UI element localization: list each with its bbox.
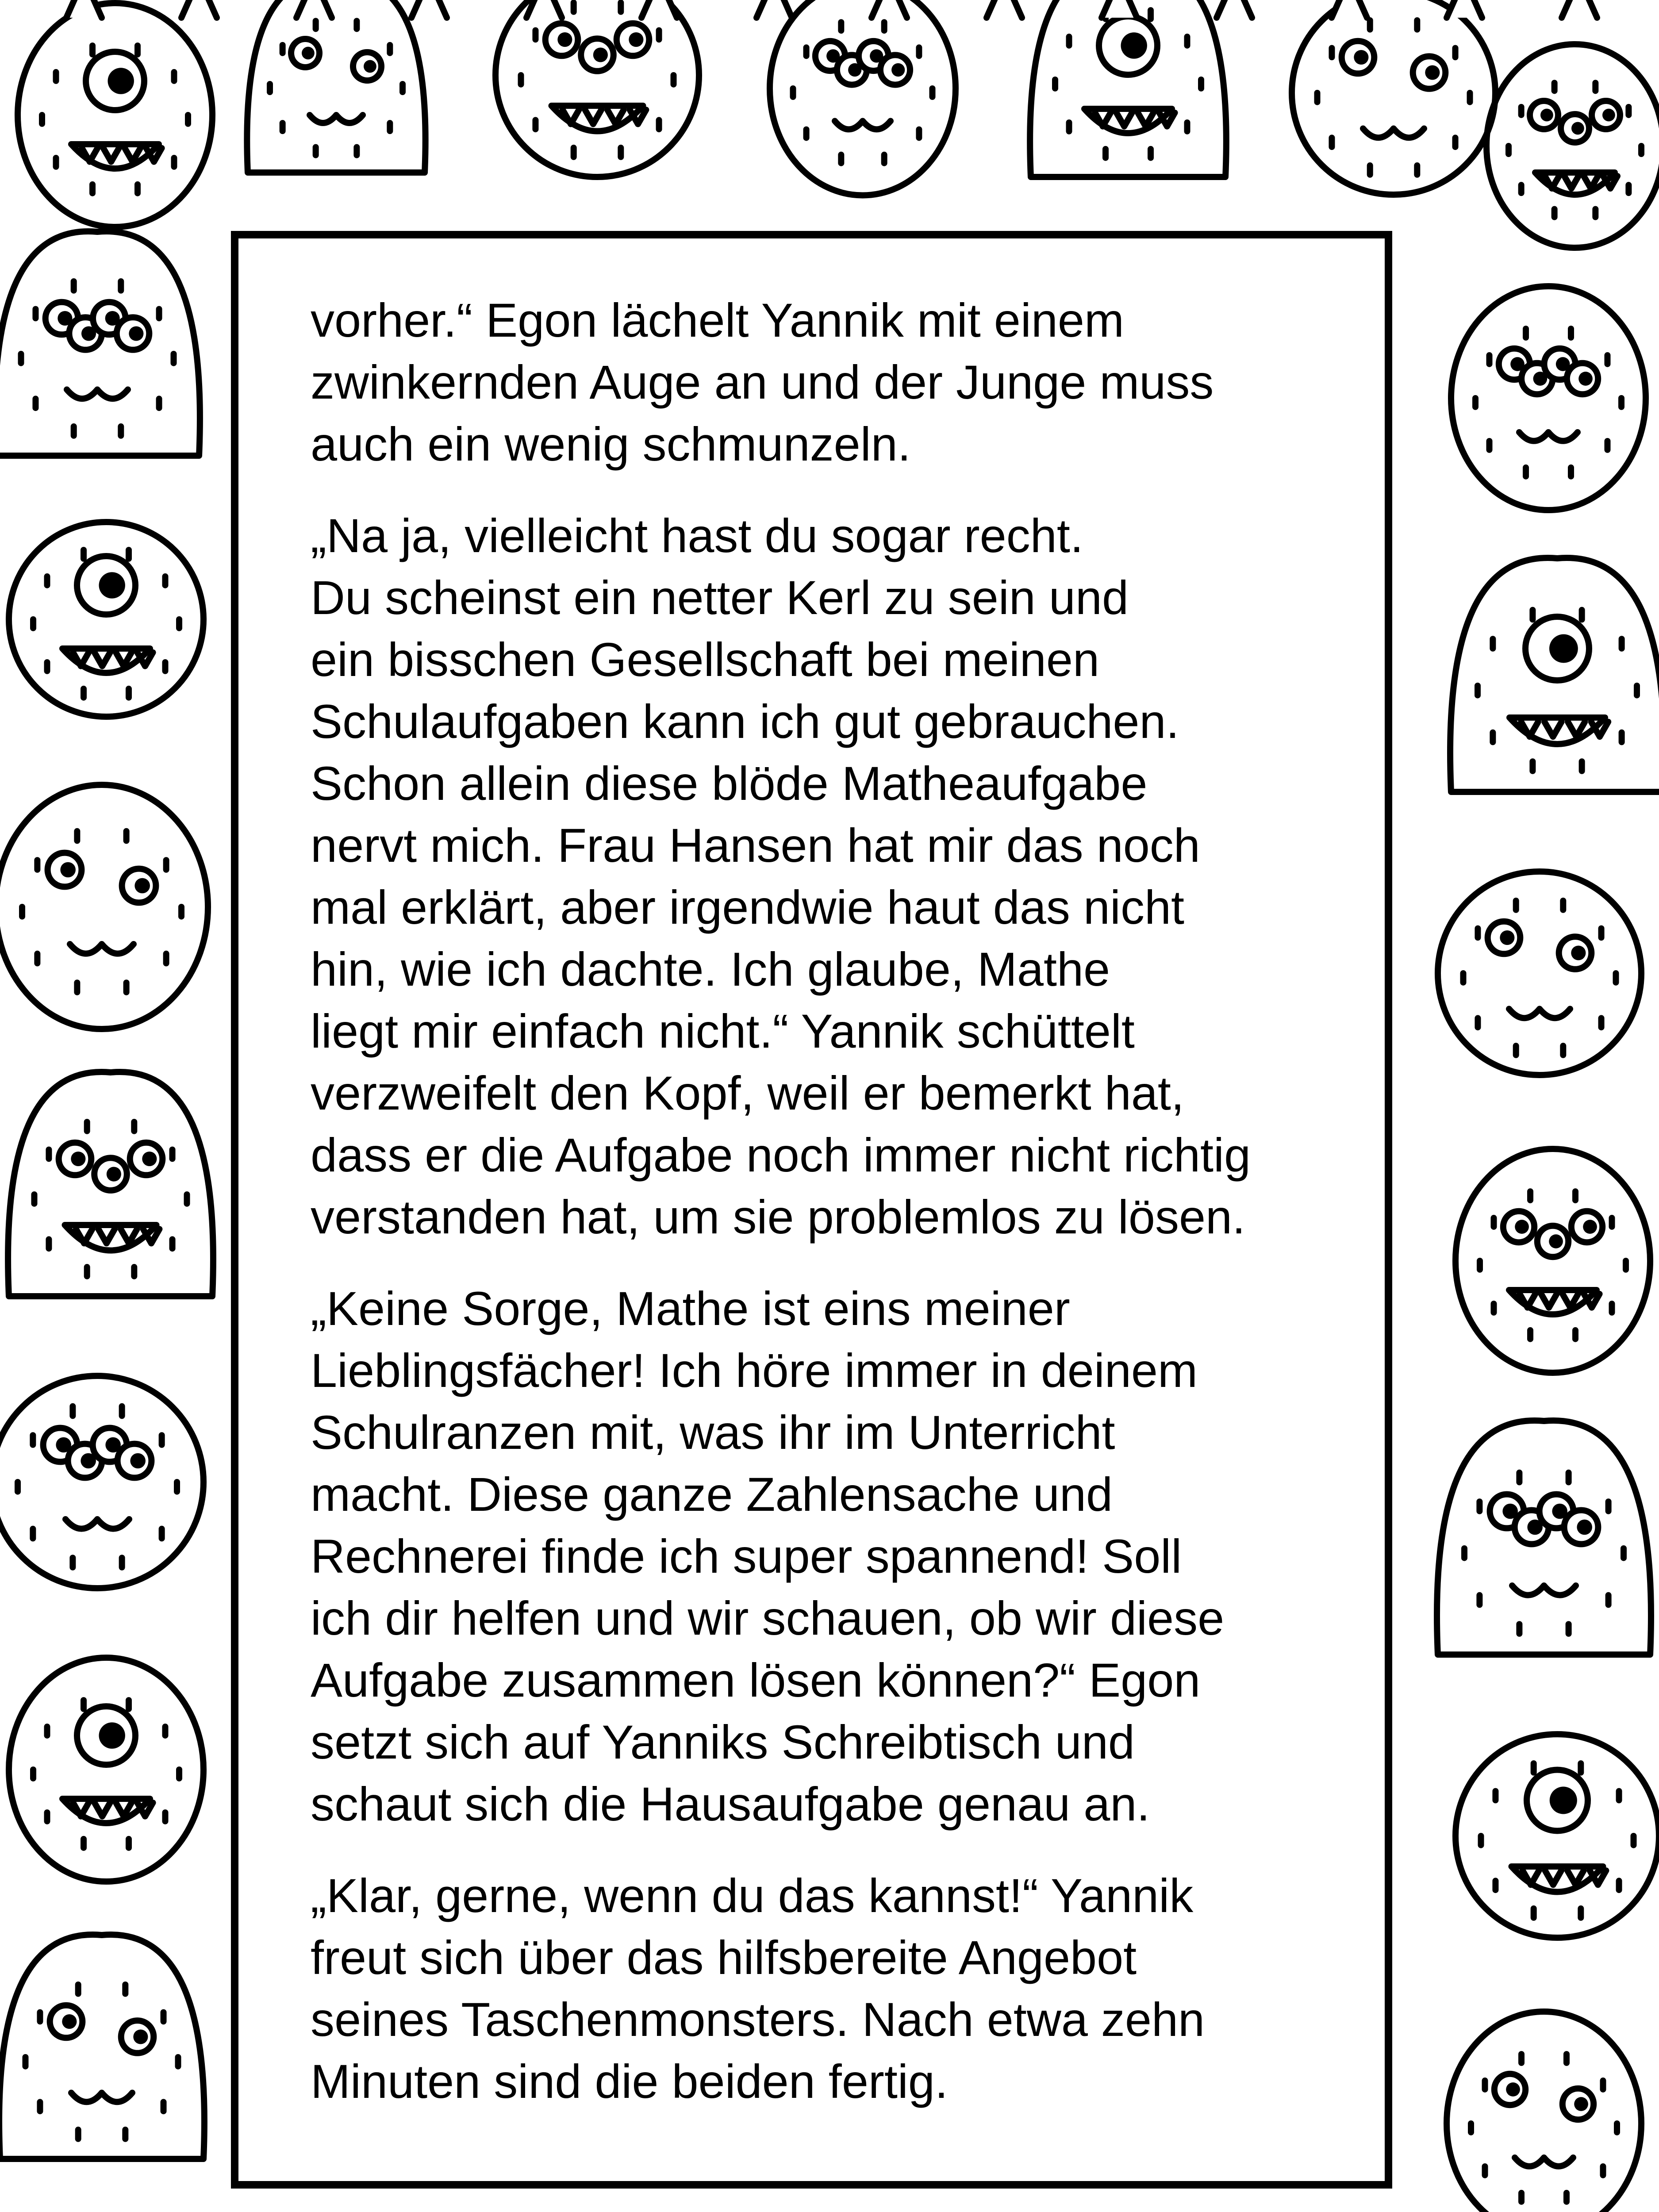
story-paragraph-1: vorher.“ Egon lächelt Yannik mit einem zwinkernden Auge an und der Junge muss auch ein wenig schmunzeln. [311, 293, 1214, 471]
story-paragraph-3: „Keine Sorge, Mathe ist eins meiner Lieblingsfächer! Ich höre immer in deinem Schulranzen mit, was ihr im Unterricht macht. Diese ganze Zahlensache und Rechnerei finde ich super spannend! Soll ich dir helfen und wir schauen, ob wir diese Aufgabe zusammen lösen können?“ Egon setzt sich auf Yanniks Schreibtisch und schaut sich die Hausaufgabe genau an. [311, 1282, 1225, 1831]
story-paragraph-4: „Klar, gerne, wenn du das kannst!“ Yannik freut sich über das hilfsbereite Angebot seines Taschenmonsters. Nach etwa zehn Minuten sind die beiden fertig. [311, 1869, 1205, 2108]
story-text-panel [231, 231, 1392, 2189]
story-paragraph-2: „Na ja, vielleicht hast du sogar recht. Du scheinst ein netter Kerl zu sein und ein bisschen Gesellschaft bei meinen Schulaufgaben kann ich gut gebrauchen. Schon allein diese blöde Matheaufgabe nervt mich. Frau Hansen hat mir das noch mal erklärt, aber irgendwie haut das nicht hin, wie ich dachte. Ich glaube, Mathe liegt mir einfach nicht.“ Yannik schüttelt verzweifelt den Kopf, weil er bemerkt hat, dass er die Aufgabe noch immer nicht richtig verstanden hat, um sie problemlos zu lösen. [311, 509, 1251, 1244]
